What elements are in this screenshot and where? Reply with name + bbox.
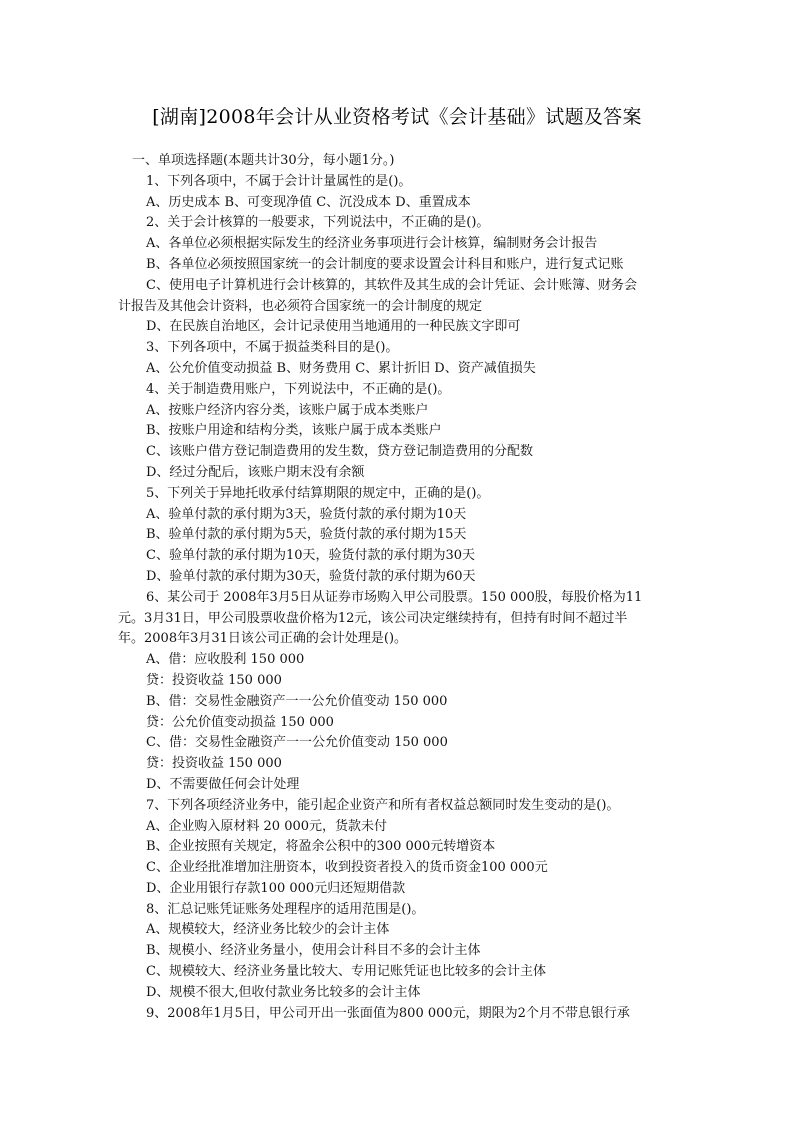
question-2-option-c-line1: C、使用电子计算机进行会计核算的，其软件及其生成的会计凭证、会计账簿、财务会 xyxy=(146,277,637,293)
question-6-option-a-credit: 贷：投资收益 150 000 xyxy=(146,672,282,688)
question-5-stem: 5、下列关于异地托收承付结算期限的规定中，正确的是()。 xyxy=(146,485,490,501)
question-3-options: A、公允价值变动损益 B、财务费用 C、累计折旧 D、资产减值损失 xyxy=(146,360,536,376)
question-7-option-b: B、企业按照有关规定，将盈余公积中的300 000元转增资本 xyxy=(146,839,496,855)
question-4-option-d: D、经过分配后，该账户期末没有余额 xyxy=(146,464,365,480)
question-6-option-d: D、不需要做任何会计处理 xyxy=(146,776,300,792)
question-6-option-a-debit: A、借：应收股利 150 000 xyxy=(146,652,305,668)
question-9-stem-line1: 9、2008年1月5日，甲公司开出一张面值为800 000元，期限为2个月不带息银行承 xyxy=(146,1005,630,1021)
question-5-option-b: B、验单付款的承付期为5天，验货付款的承付期为15天 xyxy=(146,527,467,543)
question-6-option-b-debit: B、借：交易性金融资产一一公允价值变动 150 000 xyxy=(146,693,448,709)
question-2-option-a: A、各单位必须根据实际发生的经济业务事项进行会计核算，编制财务会计报告 xyxy=(146,236,598,252)
question-6-stem-line2: 元。3月31日，甲公司股票收盘价格为12元，该公司决定继续持有，但持有时间不超过半 xyxy=(118,610,628,626)
question-2-option-b: B、各单位必须按照国家统一的会计制度的要求设置会计科目和账户，进行复式记账 xyxy=(146,256,624,272)
question-1-options: A、历史成本 B、可变现净值 C、沉没成本 D、重置成本 xyxy=(146,194,471,210)
question-6-stem-line1: 6、某公司于 2008年3月5日从证券市场购入甲公司股票。150 000股，每股价格为11 xyxy=(146,589,643,605)
question-6-option-b-credit: 贷：公允价值变动损益 150 000 xyxy=(146,714,334,730)
question-7-option-a: A、企业购入原材料 20 000元，货款未付 xyxy=(146,818,388,834)
question-8-option-c: C、规模较大、经济业务量比较大、专用记账凭证也比较多的会计主体 xyxy=(146,964,546,980)
question-8-stem: 8、汇总记账凭证账务处理程序的适用范围是()。 xyxy=(146,901,425,917)
question-4-option-b: B、按账户用途和结构分类，该账户属于成本类账户 xyxy=(146,423,442,439)
question-7-stem: 7、下列各项经济业务中，能引起企业资产和所有者权益总额同时发生变动的是()。 xyxy=(146,797,620,813)
document-body xyxy=(118,151,678,1024)
section-heading: 一、单项选择题(本题共计30分，每小题1分。) xyxy=(132,153,395,168)
question-8-option-a: A、规模较大，经济业务比较少的会计主体 xyxy=(146,922,390,938)
question-7-option-c: C、企业经批准增加注册资本，收到投资者投入的货币资金100 000元 xyxy=(146,860,548,876)
question-4-option-c: C、该账户借方登记制造费用的发生数，贷方登记制造费用的分配数 xyxy=(146,444,533,460)
question-2-stem: 2、关于会计核算的一般要求，下列说法中，不正确的是()。 xyxy=(146,215,490,231)
question-1-stem: 1、下列各项中，不属于会计计量属性的是()。 xyxy=(146,173,412,189)
document-title: [湖南]2008年会计从业资格考试《会计基础》试题及答案 xyxy=(152,106,642,128)
question-3-stem: 3、下列各项中，不属于损益类科目的是()。 xyxy=(146,340,399,356)
question-7-option-d: D、企业用银行存款100 000元归还短期借款 xyxy=(146,880,406,896)
question-2-option-d: D、在民族自治地区，会计记录使用当地通用的一种民族文字即可 xyxy=(146,319,521,335)
question-4-stem: 4、关于制造费用账户，下列说法中，不正确的是()。 xyxy=(146,381,451,397)
question-8-option-d: D、规模不很大,但收付款业务比较多的会计主体 xyxy=(146,984,421,1000)
question-6-option-c-credit: 贷：投资收益 150 000 xyxy=(146,756,282,772)
question-2-option-c-line2: 计报告及其他会计资料，也必须符合国家统一的会计制度的规定 xyxy=(118,298,483,314)
question-6-stem-line3: 年。2008年3月31日该公司正确的会计处理是()。 xyxy=(118,631,408,647)
question-5-option-d: D、验单付款的承付期为30天，验货付款的承付期为60天 xyxy=(146,568,476,584)
question-8-option-b: B、规模小、经济业务量小，使用会计科目不多的会计主体 xyxy=(146,943,481,959)
question-6-option-c-debit: C、借：交易性金融资产一一公允价值变动 150 000 xyxy=(146,735,448,751)
question-4-option-a: A、按账户经济内容分类，该账户属于成本类账户 xyxy=(146,402,429,418)
question-5-option-a: A、验单付款的承付期为3天，验货付款的承付期为10天 xyxy=(146,506,467,522)
question-5-option-c: C、验单付款的承付期为10天，验货付款的承付期为30天 xyxy=(146,548,476,564)
